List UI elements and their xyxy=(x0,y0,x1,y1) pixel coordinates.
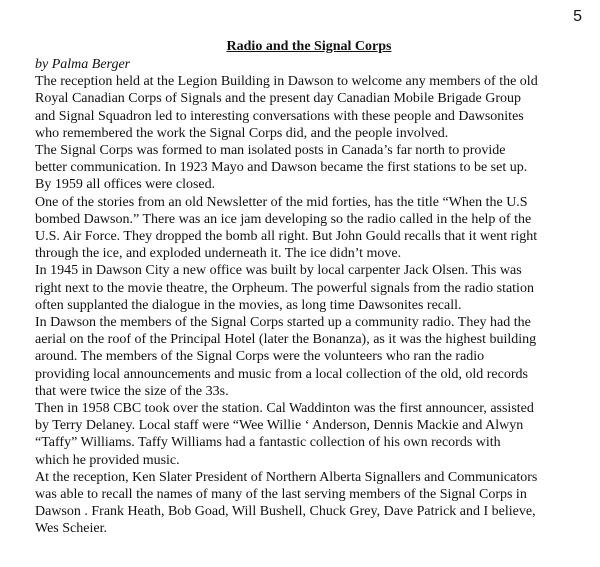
text-line: In Dawson the members of the Signal Corps started up a community radio. They had the xyxy=(35,315,531,331)
text-line: The Signal Corps was formed to man isolated posts in Canada’s far north to provide xyxy=(35,143,506,159)
text-line: was able to recall the names of many of the last serving members of the Signal Corps in xyxy=(35,487,527,503)
paragraph-cbc-takeover xyxy=(35,400,583,469)
byline: by Palma Berger xyxy=(35,57,131,72)
text-line: Then in 1958 CBC took over the station. Cal Waddinton was the first announcer, assisted xyxy=(35,401,534,417)
paragraph-bombing-story xyxy=(35,194,583,263)
article xyxy=(35,38,583,538)
text-line: and Signal Squadron led to interesting conversations with these people and Dawsonites xyxy=(35,108,524,124)
text-line: One of the stories from an old Newsletter of the mid forties, has the title “When the U.S xyxy=(35,194,528,210)
article-title: Radio and the Signal Corps xyxy=(226,39,392,54)
text-line: By 1959 all offices were closed. xyxy=(35,177,216,193)
text-line: Dawson . Frank Heath, Bob Goad, Will Bushell, Chuck Grey, Dave Patrick and I believe, xyxy=(35,504,536,520)
paragraph-reception xyxy=(35,73,583,142)
text-line: through the ice, and exploded underneath it. The ice didn’t move. xyxy=(35,246,402,262)
paragraph-formation xyxy=(35,142,583,194)
text-line: around. The members of the Signal Corps were the volunteers who ran the radio xyxy=(35,349,485,365)
paragraph-reception-names xyxy=(35,469,583,538)
text-line: Wes Scheier. xyxy=(35,521,107,537)
text-line: Royal Canadian Corps of Signals and the present day Canadian Mobile Brigade Group xyxy=(35,91,522,107)
text-line: The reception held at the Legion Building in Dawson to welcome any members of the old xyxy=(35,74,538,90)
text-line: which he provided music. xyxy=(35,452,180,468)
text-line: that were twice the size of the 33s. xyxy=(35,383,229,399)
text-line: In 1945 in Dawson City a new office was built by local carpenter Jack Olsen. This was xyxy=(35,263,522,279)
text-line: right next to the movie theatre, the Orpheum. The powerful signals from the radio station xyxy=(35,280,534,296)
text-line: U.S. Air Force. They dropped the bomb all right. But John Gould recalls that it went right xyxy=(35,229,538,245)
text-line: bombed Dawson.” There was an ice jam developing so the radio called in the help of the xyxy=(35,211,532,227)
text-line: At the reception, Ken Slater President of Northern Alberta Signallers and Communicators xyxy=(35,469,538,485)
text-line: by Terry Delaney. Local staff were “Wee Willie ‘ Anderson, Dennis Mackie and Alwyn xyxy=(35,418,524,434)
page-number: 5 xyxy=(573,8,582,25)
text-line: better communication. In 1923 Mayo and Dawson became the first stations to be set up. xyxy=(35,160,528,176)
text-line: who remembered the work the Signal Corps did, and the people involved. xyxy=(35,125,449,141)
text-line: “Taffy” Williams. Taffy Williams had a fantastic collection of his own records with xyxy=(35,435,501,451)
text-line: aerial on the roof of the Principal Hotel (later the Bonanza), as it was the highest building xyxy=(35,332,537,348)
text-line: providing local announcements and music from a local collection of the old, old records xyxy=(35,366,528,382)
paragraph-new-office xyxy=(35,262,583,314)
paragraph-community-radio xyxy=(35,314,583,400)
text-line: often supplanted the dialogue in the movies, as long time Dawsonites recall. xyxy=(35,297,462,313)
